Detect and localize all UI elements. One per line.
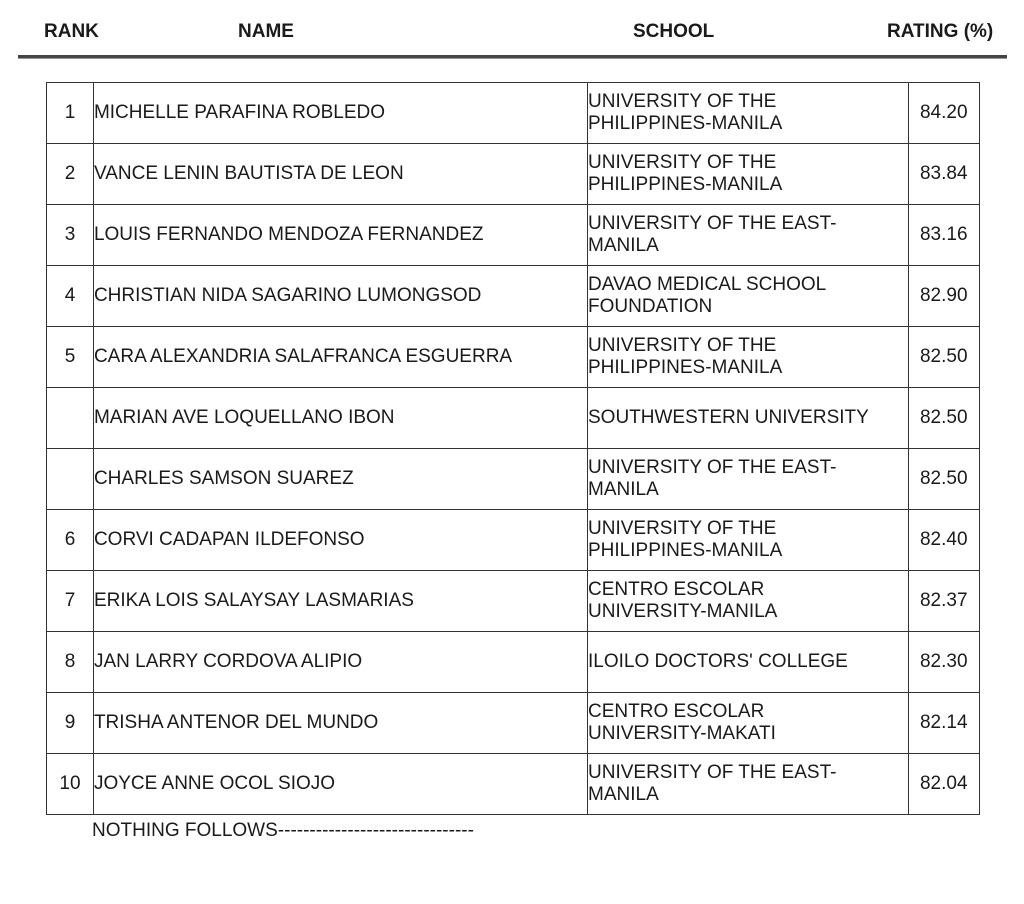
rating-cell: 82.40 — [908, 510, 979, 571]
school-text: UNIVERSITY OF THE PHILIPPINES-MANILA — [588, 335, 783, 378]
rank-cell: 7 — [47, 571, 94, 632]
results-table — [46, 82, 980, 815]
table-row — [47, 632, 980, 693]
school-cell — [588, 83, 909, 144]
table-row — [47, 83, 980, 144]
rating-cell: 82.04 — [908, 754, 979, 815]
table-row — [47, 205, 980, 266]
school-text: UNIVERSITY OF THE EAST- MANILA — [588, 457, 837, 500]
school-text: UNIVERSITY OF THE EAST- MANILA — [588, 213, 837, 256]
table-row — [47, 754, 980, 815]
table-row — [47, 327, 980, 388]
school-text: UNIVERSITY OF THE PHILIPPINES-MANILA — [588, 518, 783, 561]
school-text: UNIVERSITY OF THE EAST- MANILA — [588, 762, 837, 805]
rank-cell: 4 — [47, 266, 94, 327]
school-text: ILOILO DOCTORS' COLLEGE — [588, 651, 848, 672]
header-divider — [18, 55, 1007, 59]
name-cell: MICHELLE PARAFINA ROBLEDO — [93, 83, 587, 144]
school-cell — [588, 388, 909, 449]
school-cell — [588, 571, 909, 632]
rank-cell: 6 — [47, 510, 94, 571]
school-text: SOUTHWESTERN UNIVERSITY — [588, 407, 869, 428]
rating-cell: 82.50 — [908, 388, 979, 449]
rating-cell: 83.16 — [908, 205, 979, 266]
rating-cell: 82.50 — [908, 449, 979, 510]
rating-cell: 83.84 — [908, 144, 979, 205]
table-row — [47, 693, 980, 754]
rank-cell: 3 — [47, 205, 94, 266]
name-cell: LOUIS FERNANDO MENDOZA FERNANDEZ — [93, 205, 587, 266]
header-name: NAME — [238, 21, 294, 42]
name-cell: VANCE LENIN BAUTISTA DE LEON — [93, 144, 587, 205]
school-cell — [588, 205, 909, 266]
rank-cell: 8 — [47, 632, 94, 693]
table-row — [47, 571, 980, 632]
rating-cell: 82.30 — [908, 632, 979, 693]
school-cell — [588, 449, 909, 510]
rank-cell: 10 — [47, 754, 94, 815]
name-cell: TRISHA ANTENOR DEL MUNDO — [93, 693, 587, 754]
rank-cell: 5 — [47, 327, 94, 388]
name-cell: CHRISTIAN NIDA SAGARINO LUMONGSOD — [93, 266, 587, 327]
rank-cell: 1 — [47, 83, 94, 144]
school-text: UNIVERSITY OF THE PHILIPPINES-MANILA — [588, 91, 783, 134]
header-rating: RATING (%) — [887, 21, 994, 42]
name-cell: CARA ALEXANDRIA SALAFRANCA ESGUERRA — [93, 327, 587, 388]
school-text: UNIVERSITY OF THE PHILIPPINES-MANILA — [588, 152, 783, 195]
table-row — [47, 266, 980, 327]
school-cell — [588, 632, 909, 693]
name-cell: CORVI CADAPAN ILDEFONSO — [93, 510, 587, 571]
school-cell — [588, 327, 909, 388]
rank-cell — [47, 449, 94, 510]
school-cell — [588, 754, 909, 815]
name-cell: CHARLES SAMSON SUAREZ — [93, 449, 587, 510]
school-cell — [588, 144, 909, 205]
school-cell — [588, 266, 909, 327]
school-cell — [588, 693, 909, 754]
name-cell: JOYCE ANNE OCOL SIOJO — [93, 754, 587, 815]
nothing-follows-note: NOTHING FOLLOWS------------------------------- — [92, 820, 474, 841]
rating-cell: 82.90 — [908, 266, 979, 327]
table-row — [47, 449, 980, 510]
name-cell: JAN LARRY CORDOVA ALIPIO — [93, 632, 587, 693]
rank-cell: 2 — [47, 144, 94, 205]
table-row — [47, 144, 980, 205]
column-header — [0, 0, 1024, 60]
rating-cell: 82.50 — [908, 327, 979, 388]
table-row — [47, 510, 980, 571]
school-text: CENTRO ESCOLAR UNIVERSITY-MAKATI — [588, 701, 776, 744]
table-row — [47, 388, 980, 449]
name-cell: MARIAN AVE LOQUELLANO IBON — [93, 388, 587, 449]
school-cell — [588, 510, 909, 571]
rank-cell: 9 — [47, 693, 94, 754]
header-rank: RANK — [44, 21, 99, 42]
rating-cell: 84.20 — [908, 83, 979, 144]
rating-cell: 82.14 — [908, 693, 979, 754]
school-text: DAVAO MEDICAL SCHOOL FOUNDATION — [588, 274, 827, 317]
school-text: CENTRO ESCOLAR UNIVERSITY-MANILA — [588, 579, 778, 622]
name-cell: ERIKA LOIS SALAYSAY LASMARIAS — [93, 571, 587, 632]
header-school: SCHOOL — [633, 21, 715, 42]
rank-cell — [47, 388, 94, 449]
rating-cell: 82.37 — [908, 571, 979, 632]
